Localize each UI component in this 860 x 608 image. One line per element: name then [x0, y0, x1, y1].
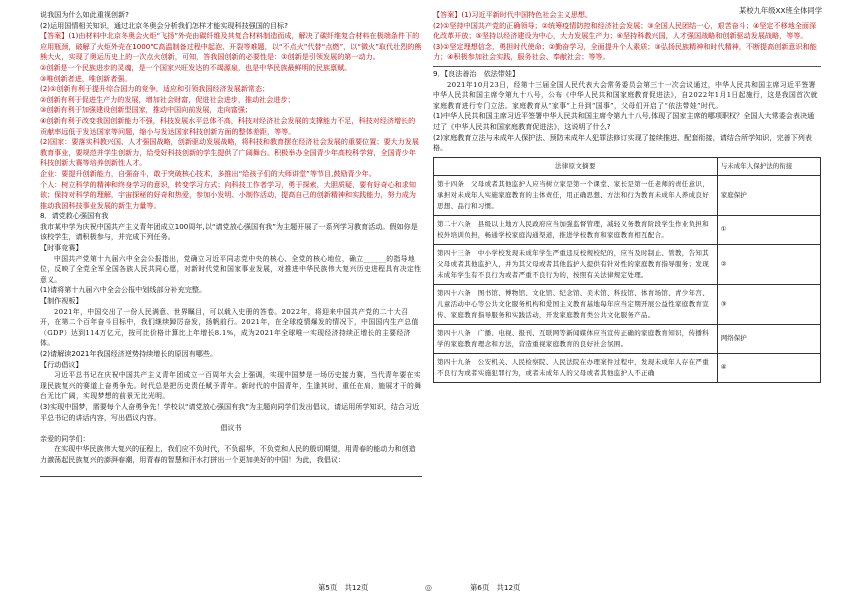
- law-excerpt: 第十四条 父母或者其他监护人应当树立家是第一个课堂、家长是第一任老师的责任意识，承担对未成年人实施家庭教育的主体责任，用正确思想、方法和行为教育未成年人养成良好思想、品行和习惯。: [434, 175, 718, 215]
- divider: [433, 66, 821, 67]
- table-header-row: [434, 157, 821, 175]
- answer-text: (2)①坚持中国共产党的正确领导；②统筹疫情防控和经济社会发展；③全国人民团结一心，艰苦奋斗；④坚定不移地全面深化改革开放；⑤坚持以经济建设为中心，大力发展生产力；⑥坚持科教兴国，人才强国战略和创新驱动发展战略，等等。: [433, 20, 817, 41]
- task-question: (2)请解读2021年我国经济逆势持续增长的原因有哪些。: [40, 349, 218, 358]
- answer-text: ③创新有利于加强建设创新型国家，推动中国向前发展，走向富强；: [40, 105, 253, 115]
- question-text: (2)运用国情相关知识，通过北京冬奥会分析我们怎样才能实现科技强国的目标?: [40, 20, 288, 30]
- task-heading: 【时事竞赛】: [40, 243, 83, 253]
- table-row: [434, 284, 821, 324]
- answer-text: 【答案】(1)由材料中北京冬奥会火炬“飞扬”外壳由碳纤维及其复合材料制造而成，解决了碳纤维复合材料在极端条件下的应用瓶颈，破解了火炬外壳在1000℃高温制备过程中起泡、开裂等难题，以“不点火”代替“点燃”，以“微火”取代壮烈的熊熊大火，实现了奥运历史上的一次点火创新，可知，答我国创新的必要性是：①创新是引领发展的第一动力。: [40, 31, 422, 62]
- table-row: [434, 244, 821, 284]
- left-column: [40, 10, 422, 477]
- task-heading: 【行动倡议】: [40, 359, 83, 369]
- answer-text: (2)国家：要落实科教兴国、人才强国战略，创新驱动发展战略，将科技和教育摆在经济社会发展的重要位置；要大力发展教育事业，要规范并学生创新力，给受好科技创新的学生提供了广阔舞台。积极举办全国青少年高校科学营，全国青少年科技创新大赛等培养创新性人才。: [40, 137, 419, 168]
- law-excerpt: 第二十六条 县级以上地方人民政府应当加强监督管理，减轻义务教育阶段学生作业负担和校外培训负担，畅通学校家庭沟通渠道，推进学校教育和家庭教育相互配合。: [434, 215, 718, 244]
- link-cell: 家庭保护: [717, 175, 820, 215]
- column-header: 法律原文摘要: [434, 157, 718, 175]
- table-row: [434, 324, 821, 353]
- question-intro: 我市某中学为庆祝中国共产主义青年团成立100周年,以“请党放心强国有我”为主题开展了一系列学习教育活动。假如你是该校学生，请积极参与，并完成下列任务。: [40, 221, 418, 242]
- task-material: 习近平总书记在庆祝中国共产主义青年团成立一百周年大会上强调，实现中国梦是一场历史接力赛，当代青年要在实现民族复兴的赛道上奋勇争先。时代总是把历史责任赋予青年。新时代的中国青年，生逢其时，重任在肩，施展才干的舞台无比广阔，实现梦想的前景无比光明。: [40, 371, 422, 401]
- blank-cell[interactable]: ③: [717, 284, 820, 324]
- question-text: (1)中华人民共和国主席习近平签署中华人民共和国主席令第九十八号,体现了国家主席的哪项职权？全国人大常委会表决通过了《中华人民共和国家庭教育促进法》，这说明了什么?: [433, 111, 815, 131]
- column-header: 与未成年人保护法的衔接: [717, 157, 820, 175]
- blank-cell[interactable]: ④: [717, 353, 820, 382]
- answer-text: (3)①坚定理想信念，勇担时代使命；②勤奋学习，全面提升个人素质；③弘扬民族精神和时代精神，不断提高创新意识和能力；④积极参加社会实践，服务社会、奉献社会；等等。: [433, 41, 817, 62]
- law-table: [433, 157, 821, 383]
- answer-text: ④创新有利于改变我国创新能力不强，科技发展水平总体不高，科技对经济社会发展的支撑能力不足，科技对经济增长的贡献率远低于发达国家等问题，缩小与发达国家科技创新方面的整体差距，等等。: [40, 115, 416, 136]
- proposal-greeting: 亲爱的同学们：: [40, 433, 90, 443]
- answer-text: (2)①创新有利于提升综合国力的竞争，适应和引领我国经济发展新常态；: [40, 84, 270, 94]
- link-cell: 网络保护: [717, 324, 820, 353]
- law-excerpt: 第四十八条 广播、电视、报刊、互联网等新闻媒体应当宣传正确的家庭教育知识，传播科学的家庭教育理念和方法，营造重视家庭教育的良好社会氛围。: [434, 324, 718, 353]
- proposal-title: 倡议书: [220, 423, 242, 433]
- question-text: (2)家庭教育立法与未成年人保护法、预防未成年人犯罪法修订实现了接续推进、配套衔接，请结合所学知识，完善下列表格。: [433, 132, 812, 153]
- answer-text: ②创新是一个民族进步的灵魂，是一个国家兴旺发达的不竭源泉，也是中华民族最鲜明的民族禀赋。: [40, 62, 352, 72]
- blank-cell[interactable]: ①: [717, 215, 820, 244]
- blank-cell[interactable]: ②: [717, 244, 820, 284]
- proposal-body: 在实现中华民族伟大复兴的征程上，我们应不负时代，不负韶华，不负党和人民的殷切期望，用青春的能动力和创造力激荡起民族复兴的澎湃春潮，用青春的智慧和汗水打拼出一个更加美好的中国！为此，我倡议：: [40, 444, 416, 464]
- page-number-right: 第6页 共12页: [470, 583, 521, 592]
- task-heading: 【制作视板】: [40, 296, 83, 306]
- answer-text: ③唯创新者进，唯创新者强。: [40, 73, 132, 83]
- table-row: [434, 353, 821, 382]
- law-excerpt: 第四十六条 图书馆、博物馆、文化馆、纪念馆、美术馆、科技馆、体育场馆、青少年宫、儿童活动中心等公共文化服务机构和爱国主义教育基地每年应当定期开展公益性家庭教育宣传、家庭教育指导服务和实践活动，开发家庭教育类公共文化服务产品。: [434, 284, 718, 324]
- task-material: 2021年，中国交出了一份人民满意、世界瞩目，可以载入史册的答卷。2022年，将迎来中国共产党的二十大召开，在第二个百年奋斗目标中，我们继续踔厉奋发，扬帆前行。2021年，在全球疫情爆发的情况下，中国国内生产总值（GDP）达到114万亿元，按可比价格计算比上年增长8.1%，成为2021年全球唯一实现经济持续正增长的主要经济体。: [40, 307, 419, 348]
- table-row: [434, 215, 821, 244]
- table-row: [434, 175, 821, 215]
- task-question: (3)实现中国梦，需要每个人奋勇争先！学校以“请党放心强国有我”为主题向同学们发出倡议，请运用所学知识，结合习近平总书记的讲话内容，写出倡议内容。: [40, 401, 420, 422]
- question-text: 说我国为什么如此重视创新?: [40, 10, 129, 19]
- law-excerpt: 第四十三条 中小学校发现未成年学生严重违反校规校纪的，应当及时制止、管教，告知其父母或者其他监护人，并为其父母或者其他监护人提供有针对性的家庭教育指导服务；发现未成年学生有不良行为或者严重不良行为的，按照有关法律规定处理。: [434, 244, 718, 284]
- question-heading: 9．【良法善治 依法带娃】: [433, 68, 520, 78]
- question-heading: 8．请党救心强国有我: [40, 211, 109, 221]
- answer-text: 【答案】(1)习近平新时代中国特色社会主义思想。: [433, 10, 593, 19]
- law-excerpt: 第四十九条 公安机关、人民检察院、人民法院在办理案件过程中，发现未成年人存在严重不良行为或者实施犯罪行为，或者未成年人的父母或者其他监护人不正确: [434, 353, 718, 382]
- task-question: (1)请将第十九届六中全会公报中划线部分补充完整。: [40, 285, 207, 295]
- binding-mark-icon: ◎: [425, 583, 432, 592]
- answer-text: 个人：树立科学的精神和终身学习的意识，转变学习方式；向科技工作者学习，勇于探索，大胆质疑，要有好奇心和求知欲；保持对科学的理解，宇宙探秘的好奇和热爱，参加小发明、小制作活动，提高自己的创新精神和实践能力，努力成为推动我国科技事业发展的新生力量等。: [40, 179, 416, 210]
- answer-text: 企业：要提升创新能力，自强奋斗，敢于突破核心技术，多推出“给孩子们的大师讲堂”等节目,鼓励青少年。: [40, 168, 376, 178]
- answer-line[interactable]: [40, 468, 422, 477]
- page-number-left: 第5页 共12页: [318, 583, 369, 592]
- answer-text: ②创新有利于促进生产力的发展，增加社会财富，促进社会进步，推动社会进步；: [40, 94, 295, 104]
- right-column: [433, 10, 821, 383]
- task-material: 中国共产党第十九届六中全会公报指出，党确立习近平同志党中央的核心、全党的核心地位，确立______的指导地位，反映了全党全军全国各族人民共同心愿，对新时代党和国家事业发展，对推进中华民族伟大复兴历史进程具有决定性意义。: [40, 254, 422, 284]
- question-material: 2021年10月23日，经第十三届全国人民代表大会常务委员会第三十一次会议通过，中华人民共和国主席习近平签署中华人民共和国主席令第九十八号，公布《中华人民共和国家庭教育促进法》，自2022年1月1日起施行，这是我国首次就家庭教育进行专门立法。家庭教育从“家事”上升到“国事”，父母们开启了“依法带娃”时代。: [433, 80, 818, 110]
- page-header: 某校九年级XX班全体同学: [739, 6, 822, 15]
